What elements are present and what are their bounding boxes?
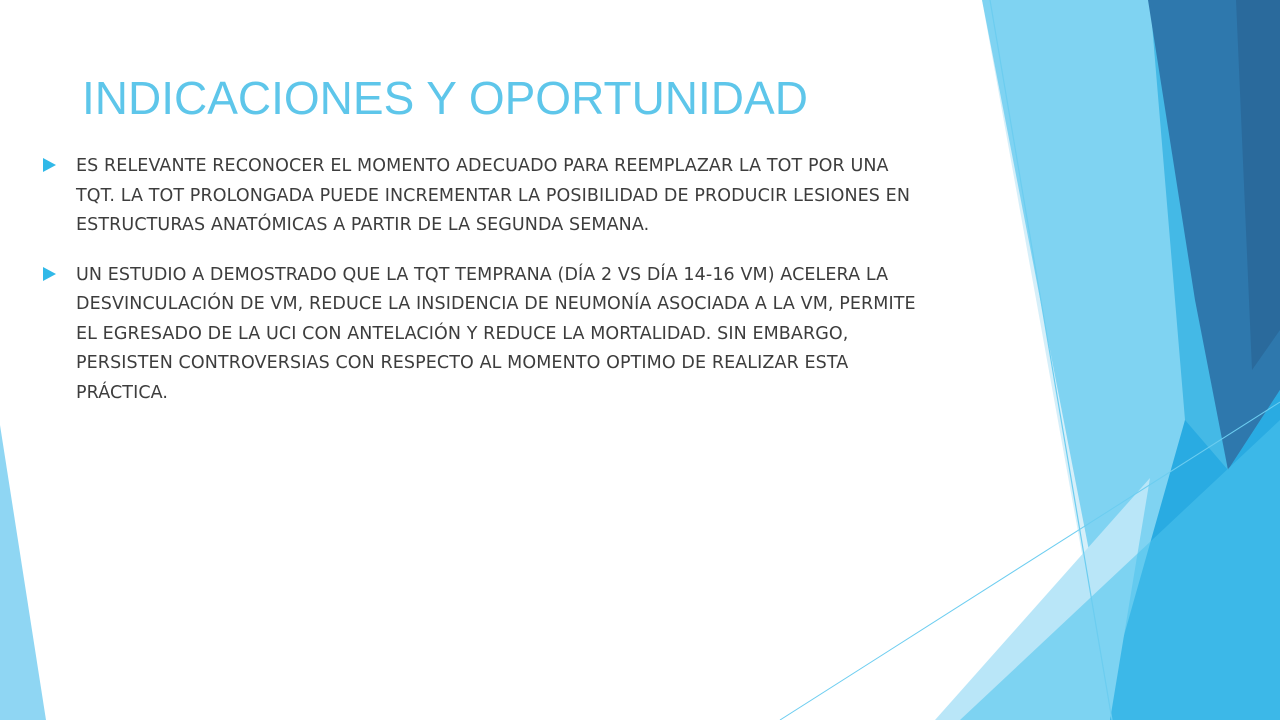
triangle-bullet-icon bbox=[43, 158, 56, 172]
left-edge-shape bbox=[0, 425, 46, 720]
bullet-text: ES RELEVANTE RECONOCER EL MOMENTO ADECUADO PARA REEMPLAZAR LA TOT POR UNA TQT. LA TOT PROLONGADA PUEDE INCREMENTAR LA POSIBILIDAD DE PRODUCIR LESIONES EN ESTRUCTURAS ANATÓMICAS A PARTIR DE LA SEGUNDA SEMANA. bbox=[76, 156, 911, 235]
page-title: INDICACIONES Y OPORTUNIDAD bbox=[82, 72, 808, 124]
bullet-list bbox=[40, 152, 920, 428]
triangle-bullet-icon bbox=[43, 267, 56, 281]
bullet-item bbox=[40, 261, 920, 409]
bullet-item bbox=[40, 152, 920, 241]
bullet-text: UN ESTUDIO A DEMOSTRADO QUE LA TQT TEMPRANA (DÍA 2 VS DÍA 14-16 VM) ACELERA LA DESVINCULACIÓN DE VM, REDUCE LA INSIDENCIA DE NEUMONÍA ASOCIADA A LA VM, PERMITE EL EGRESADO DE LA UCI CON ANTELACIÓN Y REDUCE LA MORTALIDAD. SIN EMBARGO, PERSISTEN CONTROVERSIAS CON RESPECTO AL MOMENTO OPTIMO DE REALIZAR ESTA PRÁCTICA. bbox=[76, 264, 916, 403]
